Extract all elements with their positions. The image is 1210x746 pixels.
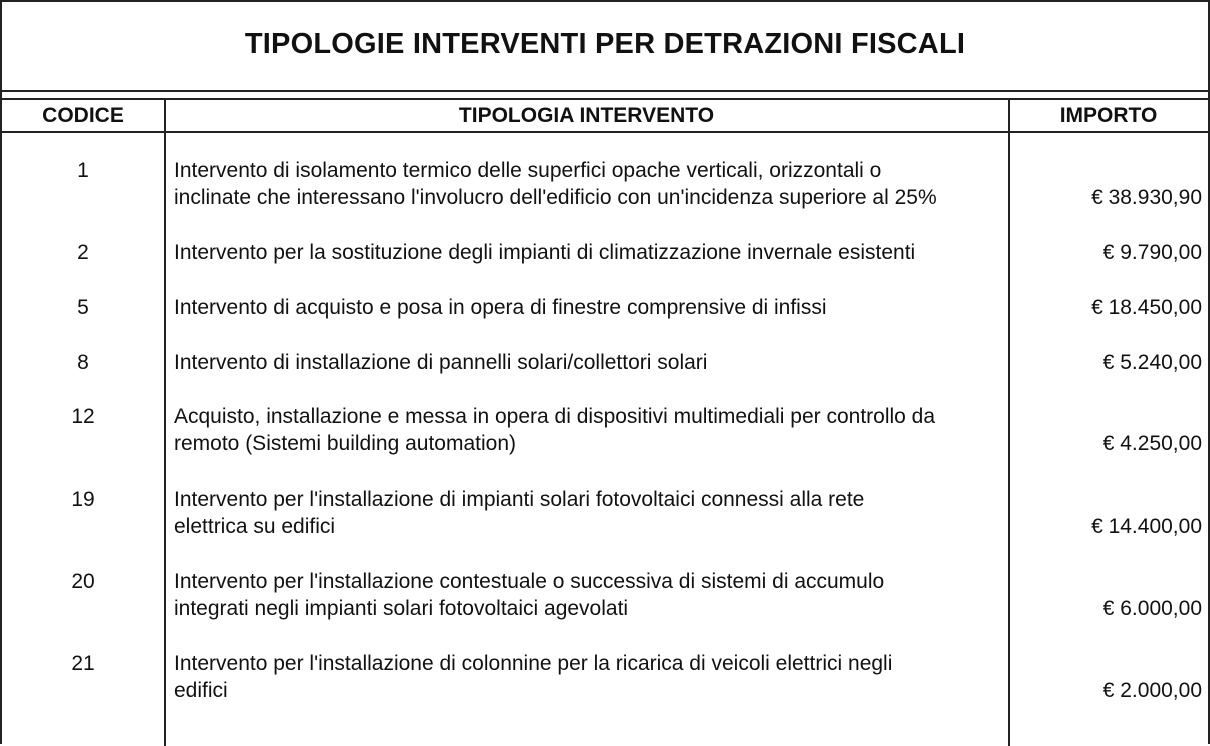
row-tipologia: [174, 157, 1004, 211]
row-codice: 1: [77, 159, 89, 182]
row-importo: € 14.400,00: [1091, 515, 1202, 538]
row-tipologia-line: Intervento di installazione di pannelli solari/collettori solari: [174, 351, 708, 374]
row-codice: 2: [77, 241, 89, 264]
row-tipologia: [174, 486, 1004, 540]
row-importo: € 2.000,00: [1102, 679, 1202, 702]
row-tipologia: [174, 568, 1004, 622]
row-tipologia-line: remoto (Sistemi building automation): [174, 432, 516, 455]
row-tipologia-line: Acquisto, installazione e messa in opera di dispositivi multimediali per controllo da: [174, 405, 936, 428]
row-tipologia-line: Intervento per l'installazione di impianti solari fotovoltaici connessi alla rete: [174, 488, 865, 511]
row-tipologia-line: elettrica su edifici: [174, 515, 336, 538]
header-importo: IMPORTO: [1059, 104, 1158, 127]
row-tipologia: [174, 294, 1004, 321]
row-importo: € 5.240,00: [1102, 351, 1202, 374]
row-codice: 19: [71, 488, 95, 511]
row-importo: € 6.000,00: [1102, 597, 1202, 620]
row-importo: € 18.450,00: [1091, 296, 1202, 319]
row-tipologia-line: Intervento di acquisto e posa in opera di finestre comprensive di infissi: [174, 296, 827, 319]
row-importo: € 38.930,90: [1091, 186, 1202, 209]
row-codice: 21: [71, 652, 95, 675]
row-tipologia-line: integrati negli impianti solari fotovoltaici agevolati: [174, 597, 629, 620]
row-importo: € 9.790,00: [1102, 241, 1202, 264]
title-box: [2, 2, 1208, 92]
row-codice: 12: [71, 405, 95, 428]
row-tipologia-line: Intervento per l'installazione di colonnine per la ricarica di veicoli elettrici negli: [174, 652, 893, 675]
page-title: TIPOLOGIE INTERVENTI PER DETRAZIONI FISCALI: [244, 27, 966, 60]
row-tipologia-line: Intervento per l'installazione contestuale o successiva di sistemi di accumulo: [174, 570, 885, 593]
row-codice: 20: [71, 570, 95, 593]
row-tipologia: [174, 403, 1004, 457]
row-tipologia: [174, 349, 1004, 376]
row-tipologia-line: Intervento di isolamento termico delle superfici opache verticali, orizzontali o: [174, 159, 882, 182]
row-tipologia: [174, 239, 1004, 266]
row-codice: 5: [77, 296, 89, 319]
header-divider: [2, 131, 1208, 133]
header-tipologia: TIPOLOGIA INTERVENTO: [458, 104, 715, 127]
header-codice: CODICE: [42, 104, 124, 127]
row-importo: € 4.250,00: [1102, 432, 1202, 455]
row-tipologia-line: edifici: [174, 679, 228, 702]
row-tipologia-line: Intervento per la sostituzione degli impianti di climatizzazione invernale esistenti: [174, 241, 916, 264]
column-divider: [164, 98, 166, 746]
row-codice: 8: [77, 351, 89, 374]
column-divider: [1008, 98, 1010, 746]
row-tipologia-line: inclinate che interessano l'involucro dell'edificio con un'incidenza superiore al 25%: [174, 186, 937, 209]
row-tipologia: [174, 650, 1004, 704]
